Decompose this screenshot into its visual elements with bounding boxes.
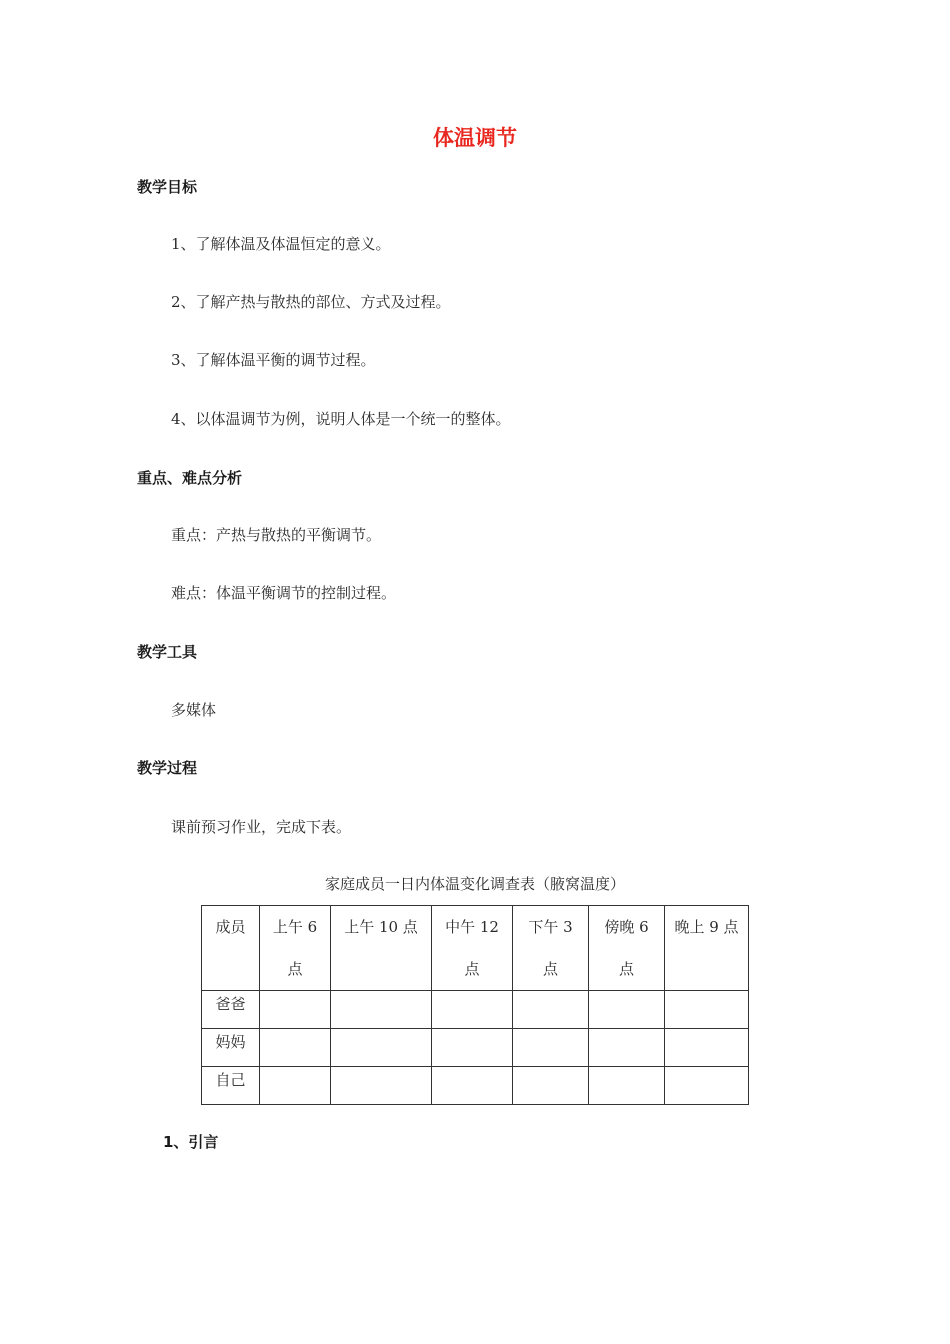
step-heading-intro: 1、引言 [163, 1133, 219, 1151]
table-cell [331, 991, 432, 1029]
header-cell-9pm: 晚上 9 点 [665, 906, 749, 991]
process-intro: 课前预习作业，完成下表。 [171, 818, 352, 836]
header-cell-12pm: 中午 12 点 [432, 906, 513, 991]
table-cell [665, 991, 749, 1029]
header-cell-3pm: 下午 3 点 [513, 906, 589, 991]
tools-text: 多媒体 [171, 701, 217, 719]
table-row-mom [202, 1029, 749, 1067]
table-cell [513, 991, 589, 1029]
heading-key-points: 重点、难点分析 [137, 469, 243, 487]
table-header-row [202, 906, 749, 991]
header-cell-10am: 上午 10 点 [331, 906, 432, 991]
table-cell [432, 1067, 513, 1105]
table-cell [665, 1029, 749, 1067]
table-row-self [202, 1067, 749, 1105]
table-cell [589, 991, 665, 1029]
row-label-self: 自己 [202, 1067, 260, 1105]
table-cell [432, 991, 513, 1029]
objective-item: 3、了解体温平衡的调节过程。 [171, 351, 376, 369]
table-cell [589, 1029, 665, 1067]
header-cell-6am: 上午 6 点 [260, 906, 331, 991]
table-row-dad [202, 991, 749, 1029]
table-cell [331, 1029, 432, 1067]
table-cell [260, 991, 331, 1029]
row-label-dad: 爸爸 [202, 991, 260, 1029]
table-cell [331, 1067, 432, 1105]
objective-item: 4、以体温调节为例，说明人体是一个统一的整体。 [171, 410, 511, 428]
table-cell [513, 1029, 589, 1067]
header-cell-6pm: 傍晚 6 点 [589, 906, 665, 991]
table-cell [432, 1029, 513, 1067]
table-cell [665, 1067, 749, 1105]
objective-item: 2、了解产热与散热的部位、方式及过程。 [171, 293, 451, 311]
objective-item: 1、了解体温及体温恒定的意义。 [171, 235, 391, 253]
temperature-survey-table [201, 905, 749, 1105]
heading-process: 教学过程 [137, 759, 198, 777]
header-cell-member: 成员 [202, 906, 260, 991]
table-cell [260, 1029, 331, 1067]
table-caption: 家庭成员一日内体温变化调查表（腋窝温度） [324, 875, 625, 893]
document-title: 体温调节 [433, 126, 517, 150]
table-cell [513, 1067, 589, 1105]
difficulty-text: 难点：体温平衡调节的控制过程。 [171, 584, 397, 602]
heading-objectives: 教学目标 [137, 178, 198, 196]
heading-tools: 教学工具 [137, 643, 198, 661]
table-cell [260, 1067, 331, 1105]
row-label-mom: 妈妈 [202, 1029, 260, 1067]
key-point-text: 重点：产热与散热的平衡调节。 [171, 526, 382, 544]
table-cell [589, 1067, 665, 1105]
